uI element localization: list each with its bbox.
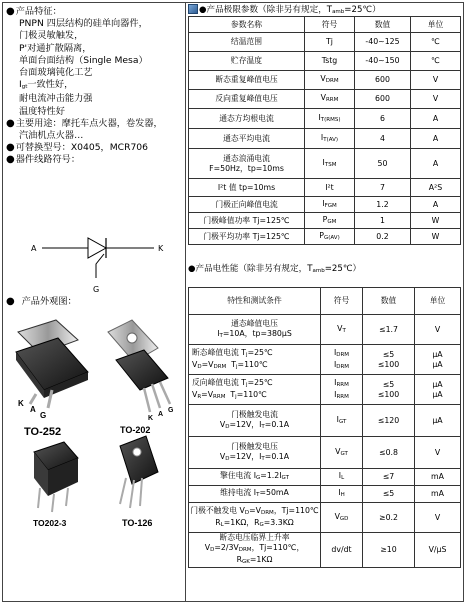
table-cell: 6 xyxy=(355,109,411,129)
table-cell: ≤7 xyxy=(363,469,415,486)
table-cell: dv/dt xyxy=(321,533,363,568)
table-row xyxy=(189,486,461,503)
table-row xyxy=(189,469,461,486)
table-cell: 维持电流 IT=50mA xyxy=(189,486,321,503)
table-cell: ≤120 xyxy=(363,405,415,437)
header-cell: 参数名称 xyxy=(189,17,305,33)
table-cell: ITSM xyxy=(305,149,355,179)
feature-line: 耐电流冲击能力强 xyxy=(19,93,93,105)
table-row xyxy=(189,129,461,149)
table-row xyxy=(189,52,461,71)
package-photos xyxy=(8,312,183,532)
table-row xyxy=(189,437,461,469)
table-cell: PG(AV) xyxy=(305,229,355,245)
table-row xyxy=(189,229,461,245)
table-cell: μA xyxy=(415,405,461,437)
to202-pin-a: A xyxy=(158,411,164,418)
table-cell: IFGM xyxy=(305,197,355,213)
table-cell: W xyxy=(411,229,461,245)
table-cell: VRRM xyxy=(305,90,355,109)
limits-header-row xyxy=(189,17,461,33)
table-cell: 断态电压临界上升率 VD=2/3VDRM，Tj=110℃，RGK=1KΩ xyxy=(189,533,321,568)
table-cell: 600 xyxy=(355,90,411,109)
feature-line: 温度特性好 xyxy=(19,105,65,117)
table-cell: ≥0.2 xyxy=(363,503,415,533)
table-cell: 门极峰值功率 Tj=125℃ xyxy=(189,213,305,229)
table-cell: ≤5 ≤100 xyxy=(363,375,415,405)
table-cell: 擎住电流 IG=1.2IGT xyxy=(189,469,321,486)
table-cell: 反向重复峰值电压 xyxy=(189,90,305,109)
table-cell: 通态浪涌电流 F=50Hz，tp=10ms xyxy=(189,149,305,179)
table-row xyxy=(189,375,461,405)
right-column xyxy=(188,4,460,568)
symbol-cathode-label: K xyxy=(158,244,164,253)
left-column xyxy=(6,6,184,167)
table-cell: V xyxy=(411,71,461,90)
table-cell: VGT xyxy=(321,437,363,469)
header-cell: 数值 xyxy=(363,288,415,315)
table-cell: IH xyxy=(321,486,363,503)
table-cell: ≤0.8 xyxy=(363,437,415,469)
table-cell: 贮存温度 xyxy=(189,52,305,71)
table-cell: IT(RMS) xyxy=(305,109,355,129)
table-cell: V xyxy=(415,437,461,469)
table-cell: 断态峰值电流 Tj=25℃ VD=VDRM Tj=110℃ xyxy=(189,345,321,375)
table-cell: Tj xyxy=(305,33,355,52)
table-cell: 4 xyxy=(355,129,411,149)
table-row xyxy=(189,179,461,197)
checkbox-icon xyxy=(188,4,198,14)
table-cell: 0.2 xyxy=(355,229,411,245)
table-cell: ≤5 xyxy=(363,486,415,503)
table-cell: ≤1.7 xyxy=(363,315,415,345)
to202-3-package-image xyxy=(34,442,78,512)
table-cell: A²S xyxy=(411,179,461,197)
symbol-gate-lead xyxy=(96,254,104,278)
limits-heading: ●产品极限参数（除非另有规定，Tamb=25℃） xyxy=(188,4,460,16)
table-cell: 门极平均功率 Tj=125℃ xyxy=(189,229,305,245)
table-cell: VDRM xyxy=(305,71,355,90)
table-cell: IDRM IDRM xyxy=(321,345,363,375)
to252-pin-a: A xyxy=(30,405,36,414)
header-cell: 特性和测试条件 xyxy=(189,288,321,315)
table-cell: -40~125 xyxy=(355,33,411,52)
symbol-gate-label: G xyxy=(93,285,100,294)
table-cell: IRRM IRRM xyxy=(321,375,363,405)
table-cell: Tstg xyxy=(305,52,355,71)
to252-package-image xyxy=(16,320,88,408)
table-cell: 反向峰值电流 Tj=25℃ VR=VRRM Tj=110℃ xyxy=(189,375,321,405)
table-row xyxy=(189,315,461,345)
table-cell: 门极不触发电 VD=VDRM，Tj=110℃ RL=1KΩ，RG=3.3KΩ xyxy=(189,503,321,533)
replacement-models: ●可替换型号：X0405，MCR706 xyxy=(6,142,148,154)
to202-label: TO-202 xyxy=(120,425,151,435)
table-cell: ≥10 xyxy=(363,533,415,568)
table-cell: 门极正向峰值电流 xyxy=(189,197,305,213)
electrical-heading: ●产品电性能（除非另有规定，Tamb=25℃） xyxy=(188,264,362,274)
to126-label: TO-126 xyxy=(122,518,153,528)
to252-pin-g: G xyxy=(40,411,47,420)
table-row xyxy=(189,197,461,213)
header-cell: 符号 xyxy=(321,288,363,315)
table-cell: μA μA xyxy=(415,375,461,405)
table-cell: IGT xyxy=(321,405,363,437)
header-cell: 数值 xyxy=(355,17,411,33)
table-cell: A xyxy=(411,129,461,149)
feature-line: 台面玻璃钝化工艺 xyxy=(19,67,93,79)
header-cell: 单位 xyxy=(411,17,461,33)
table-row xyxy=(189,33,461,52)
table-cell: VT xyxy=(321,315,363,345)
features-heading: ●产品特征： xyxy=(6,6,62,17)
to252-pin-k: K xyxy=(18,399,24,408)
table-row xyxy=(189,533,461,568)
table-row xyxy=(189,503,461,533)
header-cell: 符号 xyxy=(305,17,355,33)
table-row xyxy=(189,90,461,109)
column-divider xyxy=(185,2,186,602)
feature-line: 单面台面结构（Single Mesa） xyxy=(19,54,148,66)
table-cell: A xyxy=(411,149,461,179)
electrical-table xyxy=(188,287,461,568)
table-cell: VGD xyxy=(321,503,363,533)
to202-3-label: TO202-3 xyxy=(33,518,67,528)
table-cell: 600 xyxy=(355,71,411,90)
table-cell: 通态方均根电流 xyxy=(189,109,305,129)
to202-pin-g: G xyxy=(168,407,174,414)
table-cell: IL xyxy=(321,469,363,486)
to202-pin-k: K xyxy=(148,415,154,422)
table-cell: 7 xyxy=(355,179,411,197)
table-row xyxy=(189,345,461,375)
to126-package-image xyxy=(120,436,158,508)
table-row xyxy=(189,71,461,90)
table-cell: 50 xyxy=(355,149,411,179)
table-cell: A xyxy=(411,197,461,213)
to252-label: TO-252 xyxy=(24,426,62,438)
table-cell: 结温范围 xyxy=(189,33,305,52)
table-row xyxy=(189,405,461,437)
table-cell: PGM xyxy=(305,213,355,229)
table-cell: I²t xyxy=(305,179,355,197)
feature-line: Igt一致性好， xyxy=(19,79,74,91)
applications-line2: 汽油机点火器… xyxy=(19,130,84,142)
symbol-anode-label: A xyxy=(31,244,37,253)
table-cell: 门极触发电流 VD=12V，IT=0.1A xyxy=(189,405,321,437)
table-cell: 断态重复峰值电压 xyxy=(189,71,305,90)
table-row xyxy=(189,109,461,129)
table-cell: ℃ xyxy=(411,33,461,52)
table-cell: IT(AV) xyxy=(305,129,355,149)
scr-symbol xyxy=(6,226,181,296)
to202-package-image xyxy=(108,320,170,412)
table-cell: I²t 值 tp=10ms xyxy=(189,179,305,197)
limits-table xyxy=(188,16,461,245)
table-cell: ℃ xyxy=(411,52,461,71)
table-row xyxy=(189,213,461,229)
table-cell: 门极触发电压 VD=12V，IT=0.1A xyxy=(189,437,321,469)
feature-line: P'对通扩散隔离， xyxy=(19,42,92,54)
table-cell: V/μS xyxy=(415,533,461,568)
table-cell: V xyxy=(415,315,461,345)
header-cell: 单位 xyxy=(415,288,461,315)
feature-line: 门极灵敏触发， xyxy=(19,30,84,42)
table-cell: 1.2 xyxy=(355,197,411,213)
table-cell: V xyxy=(415,503,461,533)
table-cell: W xyxy=(411,213,461,229)
applications: ●主要用途：摩托车点火器，卷发器， xyxy=(6,117,163,129)
table-cell: 1 xyxy=(355,213,411,229)
table-cell: mA xyxy=(415,469,461,486)
table-cell: μA μA xyxy=(415,345,461,375)
table-cell: V xyxy=(411,90,461,109)
table-row xyxy=(189,149,461,179)
table-cell: 通态峰值电压 IT=10A，tp=380μS xyxy=(189,315,321,345)
table-cell: ≤5 ≤100 xyxy=(363,345,415,375)
table-cell: -40~150 xyxy=(355,52,411,71)
photo-heading: ● 产品外观图： xyxy=(6,296,77,307)
table-cell: A xyxy=(411,109,461,129)
electrical-header-row xyxy=(189,288,461,315)
table-cell: mA xyxy=(415,486,461,503)
table-cell: 通态平均电流 xyxy=(189,129,305,149)
feature-line: PNPN 四层结构的硅单向器件， xyxy=(19,18,148,30)
symbol-heading: ●器件线路符号： xyxy=(6,154,81,166)
